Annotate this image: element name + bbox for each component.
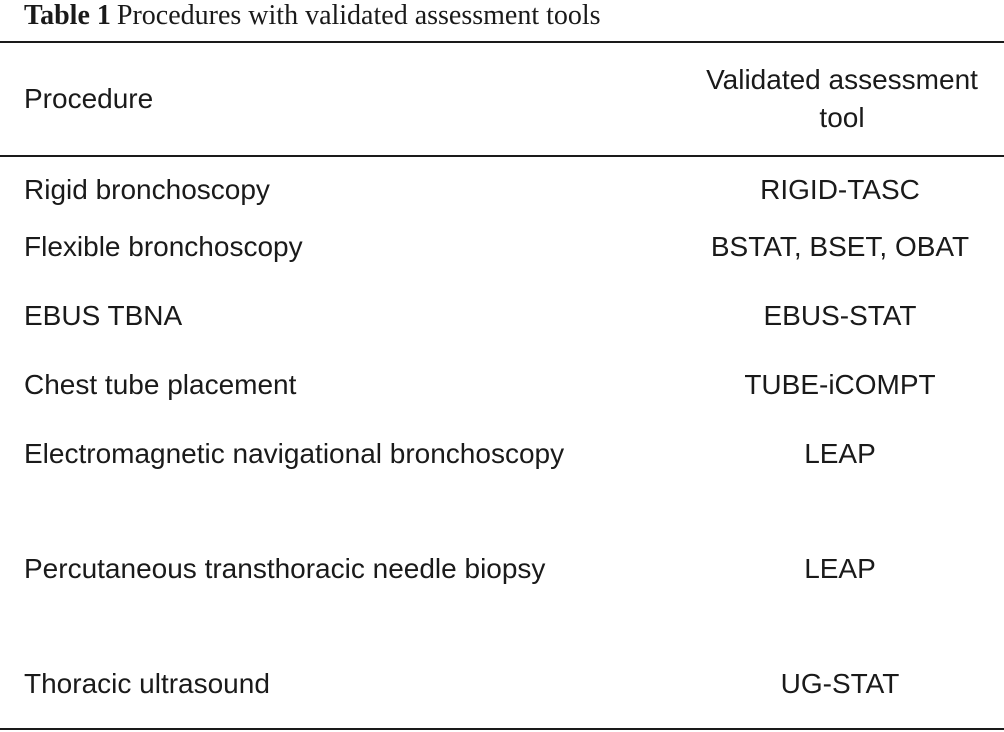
cell-tool-text: UG-STAT <box>780 668 900 699</box>
cell-tool-text: LEAP <box>804 553 876 584</box>
cell-tool-text: EBUS-STAT <box>763 300 917 331</box>
table-row <box>0 224 1004 293</box>
header-validated-assessment-tool: Validated assessment tool <box>706 64 978 133</box>
table-row <box>0 661 1004 732</box>
cell-procedure: EBUS TBNA <box>24 300 183 331</box>
cell-tool <box>666 546 1004 661</box>
cell-tool-text: LEAP <box>804 438 876 469</box>
cell-tool <box>666 431 1004 546</box>
table-row <box>0 546 1004 661</box>
header-procedure: Procedure <box>24 83 154 114</box>
table-row <box>0 293 1004 362</box>
cell-tool <box>666 293 1004 362</box>
cell-procedure: Chest tube placement <box>24 369 297 400</box>
cell-procedure: Flexible bronchoscopy <box>24 231 303 262</box>
cell-tool-text: TUBE-iCOMPT <box>744 369 936 400</box>
cell-procedure: Rigid bronchoscopy <box>24 174 270 205</box>
table-row <box>0 362 1004 431</box>
cell-tool <box>666 224 1004 293</box>
table-caption-title: Procedures with validated assessment tools <box>116 0 601 31</box>
cell-tool-text: BSTAT, BSET, OBAT <box>710 231 970 262</box>
table-row <box>0 155 1004 224</box>
cell-tool <box>666 661 1004 732</box>
table-row <box>0 431 1004 546</box>
cell-procedure: Percutaneous transthoracic needle biopsy <box>24 553 546 584</box>
cell-procedure: Electromagnetic navigational bronchoscopy <box>24 438 565 469</box>
table-header-row <box>0 43 1004 155</box>
table-caption <box>24 0 601 36</box>
cell-tool <box>666 155 1004 224</box>
cell-procedure: Thoracic ultrasound <box>24 668 270 699</box>
cell-tool <box>666 362 1004 431</box>
procedures-table <box>0 43 1004 732</box>
table-caption-label: Table 1 <box>24 0 111 31</box>
cell-tool-text: RIGID-TASC <box>760 174 920 205</box>
